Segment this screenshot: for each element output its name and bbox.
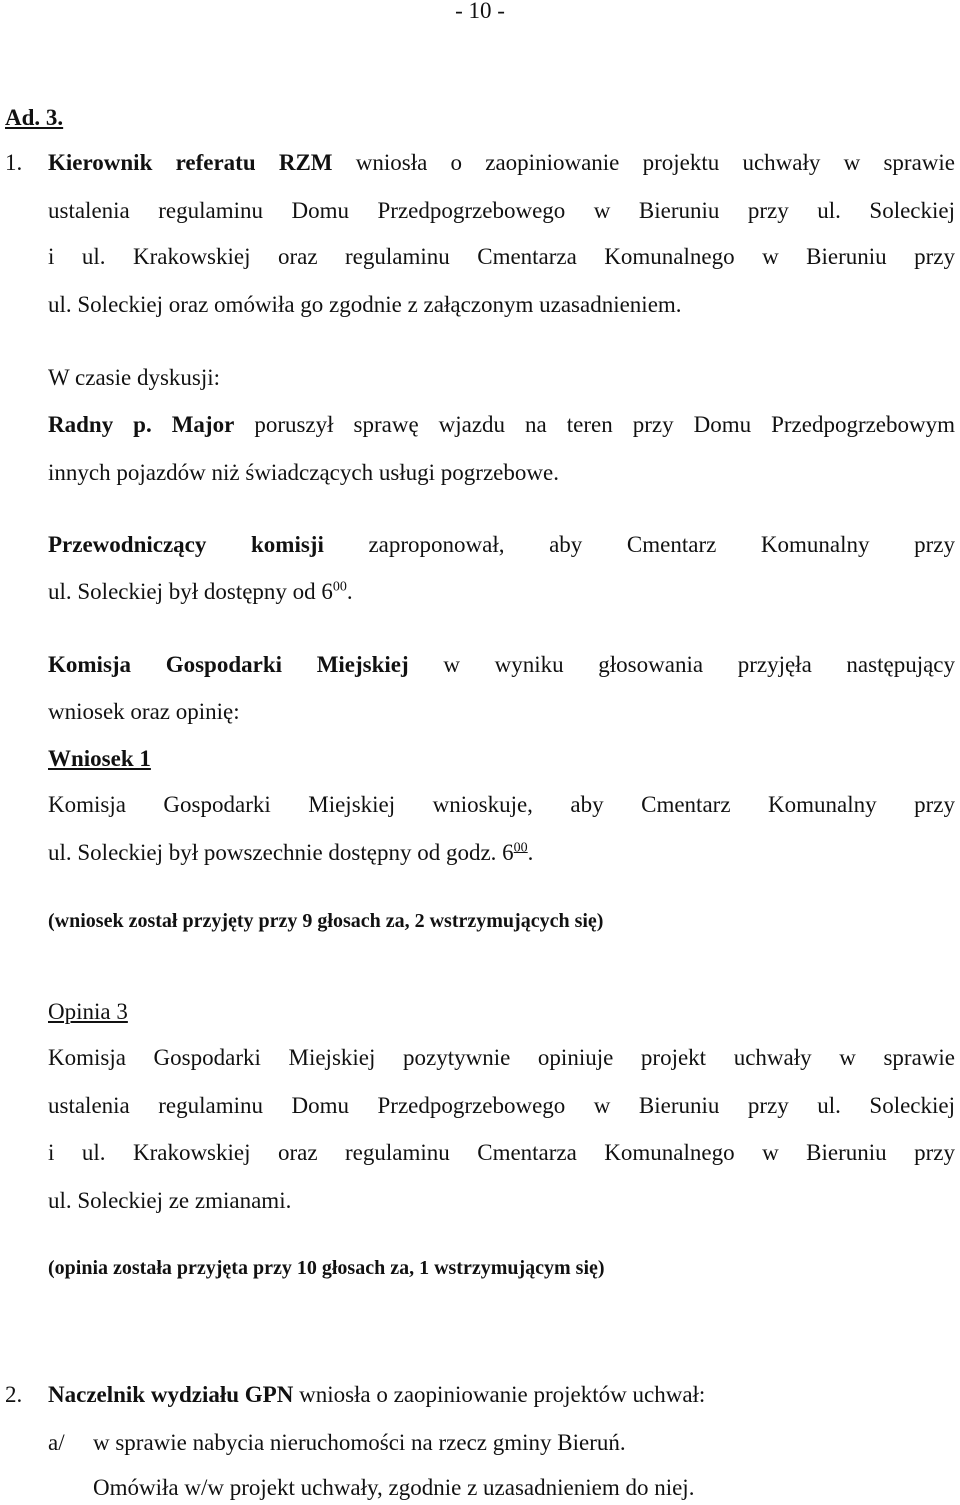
wniosek-title: Wniosek 1: [48, 746, 151, 771]
item2-a-label: a/: [48, 1430, 65, 1455]
opinia-title: Opinia 3: [48, 999, 128, 1024]
vote-line2: wniosek oraz opinię:: [48, 699, 240, 724]
wniosek-result: (wniosek został przyjęty przy 9 głosach za, 2 wstrzymujących się): [48, 910, 604, 932]
item1-line2: ustalenia regulaminu Domu Przedpogrzebowego w Bieruniu przy ul. Soleckiej: [48, 198, 955, 223]
item1-line1: Kierownik referatu RZM wniosła o zaopiniowanie projektu uchwały w sprawie: [48, 150, 955, 175]
page-number: - 10 -: [455, 0, 505, 23]
discussion-p2-line2: ul. Soleckiej był dostępny od $6^{00}$.: [48, 579, 353, 604]
item1-number: 1.: [5, 150, 23, 175]
item1-line3: i ul. Krakowskiej oraz regulaminu Cmentarza Komunalnego w Bieruniu przy: [48, 244, 955, 269]
wniosek-line1: Komisja Gospodarki Miejskiej wnioskuje, aby Cmentarz Komunalny przy: [48, 792, 955, 817]
opinia-line3: i ul. Krakowskiej oraz regulaminu Cmentarza Komunalnego w Bieruniu przy: [48, 1140, 955, 1165]
opinia-line4: ul. Soleckiej ze zmianami.: [48, 1188, 292, 1213]
opinia-result: (opinia została przyjęta przy 10 głosach za, 1 wstrzymującym się): [48, 1257, 605, 1279]
item2-number: 2.: [5, 1382, 23, 1407]
item2-a-text: w sprawie nabycia nieruchomości na rzecz gminy Bieruń.: [93, 1430, 626, 1455]
item2-line1: Naczelnik wydziału GPN wniosła o zaopiniowanie projektów uchwał:: [48, 1382, 706, 1407]
discussion-p1-line2: innych pojazdów niż świadczących usługi pogrzebowe.: [48, 460, 559, 485]
discussion-p2-line1: Przewodniczący komisji zaproponował, aby Cmentarz Komunalny przy: [48, 532, 955, 557]
wniosek-line2: ul. Soleckiej był powszechnie dostępny od godz. $6^{00}$.: [48, 840, 534, 865]
section-heading: Ad. 3.: [5, 105, 64, 130]
item2-a-line2: Omówiła w/w projekt uchwały, zgodnie z uzasadnieniem do niej.: [93, 1475, 695, 1500]
item1-line4: ul. Soleckiej oraz omówiła go zgodnie z załączonym uzasadnieniem.: [48, 292, 682, 317]
discussion-p1-line1: Radny p. Major poruszył sprawę wjazdu na teren przy Domu Przedpogrzebowym: [48, 412, 956, 437]
opinia-line2: ustalenia regulaminu Domu Przedpogrzebowego w Bieruniu przy ul. Soleckiej: [48, 1093, 955, 1118]
vote-line1: Komisja Gospodarki Miejskiej w wyniku głosowania przyjęła następujący: [48, 652, 956, 677]
discussion-heading: W czasie dyskusji:: [48, 365, 221, 390]
opinia-line1: Komisja Gospodarki Miejskiej pozytywnie opiniuje projekt uchwały w sprawie: [48, 1045, 955, 1070]
